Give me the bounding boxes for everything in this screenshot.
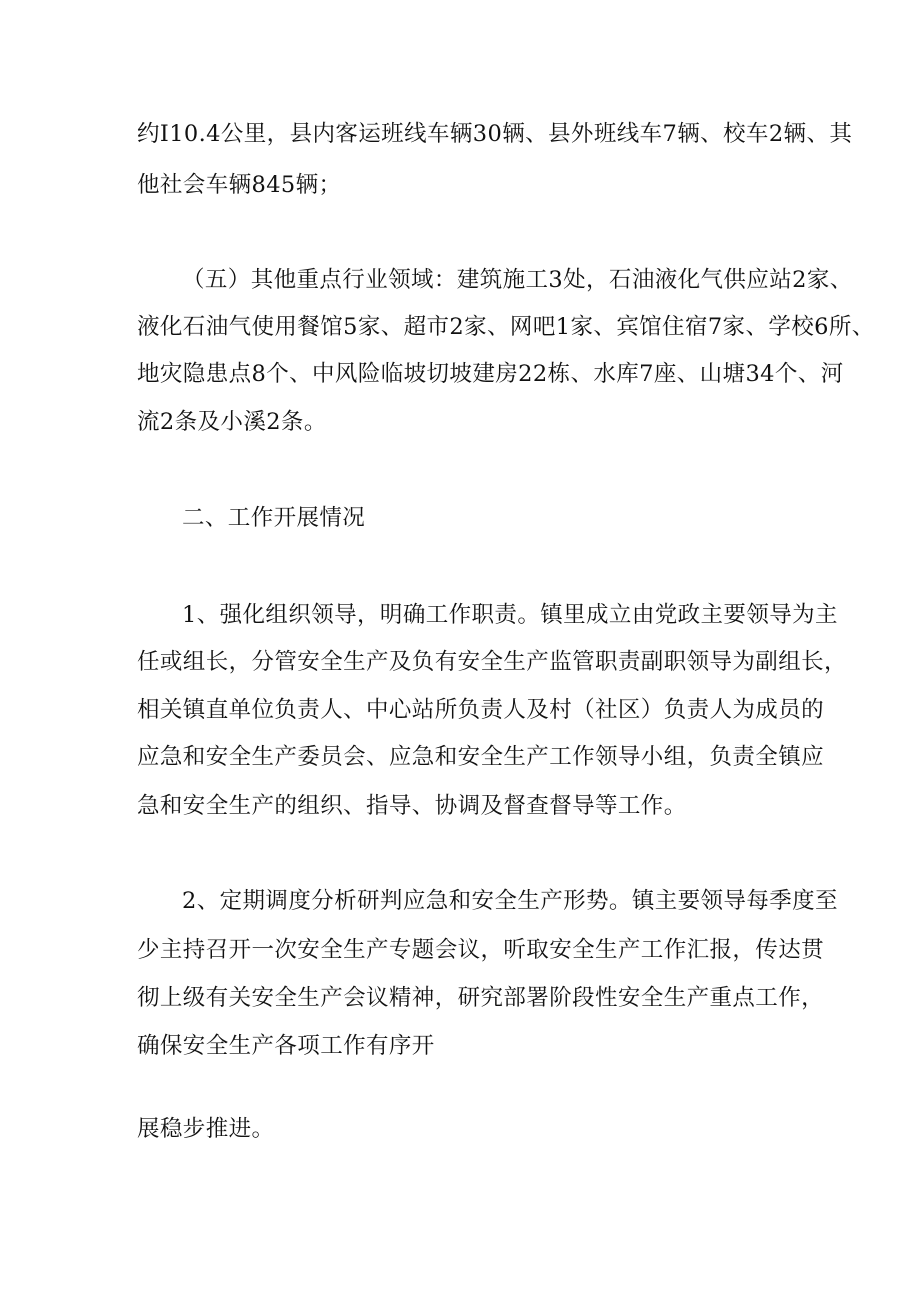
text-line: （五）其他重点行业领域：建筑施工3处，石油液化气供应站2家、 [182,267,853,293]
text-line: 任或组长，分管安全生产及负有安全生产监管职责副职领导为副组长， [137,649,847,675]
text-line: 液化石油气使用餐馆5家、超市2家、网吧1家、宾馆住宿7家、学校6所、 [137,314,875,340]
text-line: 确保安全生产各项工作有序开 [137,1033,435,1059]
text-line: 急和安全生产的组织、指导、协调及督查督导等工作。 [137,793,687,819]
text-line: 2、定期调度分析研判应急和安全生产形势。镇主要领导每季度至 [182,888,838,914]
text-line: 相关镇直单位负责人、中心站所负责人及村（社区）负责人为成员的 [137,697,825,723]
text-line: 约I10.4公里，县内客运班线车辆30辆、县外班线车7辆、校车2辆、其 [137,121,853,147]
text-line: 他社会车辆845辆； [137,172,342,198]
text-line: 少主持召开一次安全生产专题会议，听取安全生产工作汇报，传达贯 [137,937,825,963]
section-heading: 二、工作开展情况 [182,505,366,531]
text-line: 应急和安全生产委员会、应急和安全生产工作领导小组，负责全镇应 [137,744,825,770]
text-line: 1、强化组织领导，明确工作职责。镇里成立由党政主要领导为主 [182,602,838,628]
text-line: 地灾隐患点8个、中风险临坡切坡建房22栋、水库7座、山塘34个、河 [137,361,844,387]
text-line: 展稳步推进。 [137,1116,275,1142]
text-line: 彻上级有关安全生产会议精神，研究部署阶段性安全生产重点工作， [137,985,825,1011]
text-line: 流2条及小溪2条。 [137,409,327,435]
